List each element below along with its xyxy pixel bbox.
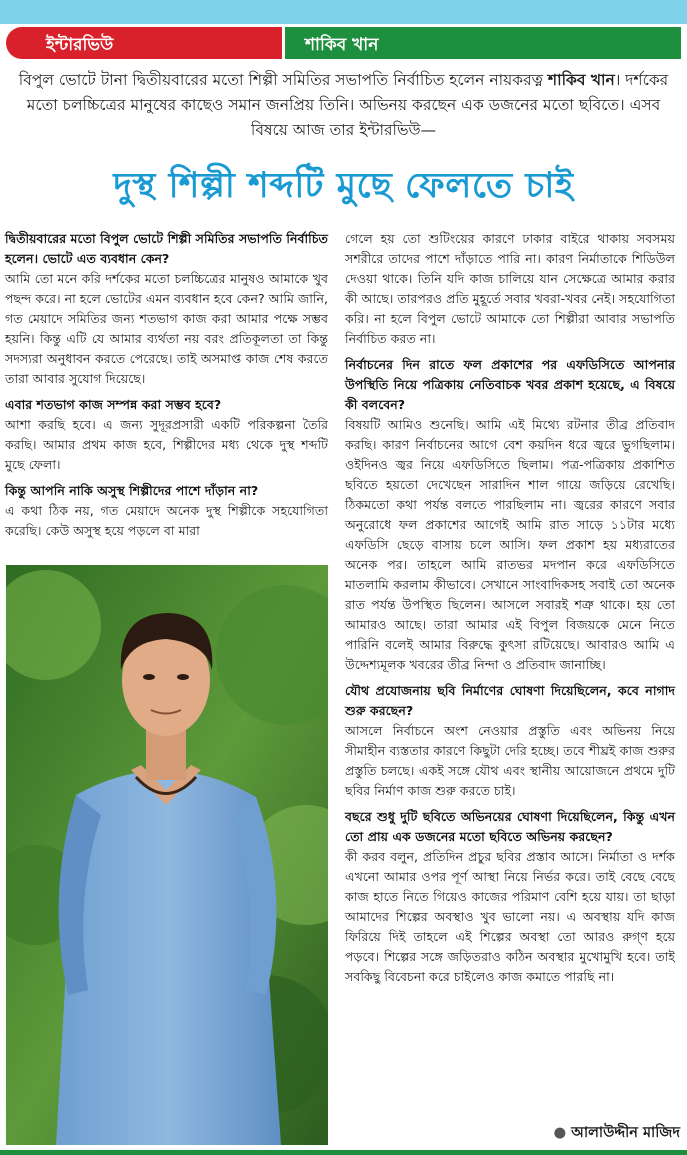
portrait-illustration xyxy=(6,565,328,1145)
column-left xyxy=(5,229,328,541)
person-label: শাকিব খান xyxy=(305,35,379,55)
top-color-strip xyxy=(0,0,687,24)
intro-part1: বিপুল ভোটে টানা দ্বিতীয়বারের মতো শিল্পী সমিতির সভাপতি নির্বাচিত হলেন নায়করত্ন xyxy=(18,71,548,89)
headline: দুস্থ শিল্পী শব্দটি মুছে ফেলতে চাই xyxy=(113,165,574,206)
person-label-bar xyxy=(285,27,681,59)
question-1: দ্বিতীয়বারের মতো বিপুল ভোটে শিল্পী সমিতির সভাপতি নির্বাচিত হলেন। ভোটে এত ব্যবধান কেন? xyxy=(5,231,328,266)
section-label: ইন্টারভিউ xyxy=(46,35,114,55)
portrait-photo xyxy=(6,565,328,1145)
question-3: কিন্তু আপনি নাকি অসুস্থ শিল্পীদের পাশে দাঁড়ান না? xyxy=(5,483,259,498)
answer-5: আসলে নির্বাচনে অংশ নেওয়ার প্রস্তুতি এবং অভিনয় নিয়ে সীমাহীন ব্যস্ততার কারণে কিছুটা দেরি হচ্ছে। তবে শীঘ্রই কাজ শুরুর প্রস্তুতি চলছে। একই সঙ্গে যৌথ এবং স্থানীয় আয়োজনে প্রথমে দুটি ছবির নির্মাণ কাজ শুরু করতে চাই। xyxy=(345,723,675,798)
question-6: বছরে শুধু দুটি ছবিতে অভিনয়ের ঘোষণা দিয়েছিলেন, কিন্তু এখন তো প্রায় এক ডজনের মতো ছবিতে অভিনয় করছেন? xyxy=(345,809,675,844)
answer-3: এ কথা ঠিক নয়, গত মেয়াদে অনেক দুস্থ শিল্পীকে সহযোগিতা করেছি। কেউ অসুস্থ হয়ে পড়লে বা মারা xyxy=(5,503,328,538)
answer-3-continued: গেলে হয় তো শুটিংয়ের কারণে ঢাকার বাইরে থাকায় সবসময় সশরীরে তাদের পাশে দাঁড়াতে পারি না। কারণ নির্মাতাকে শিডিউল দেওয়া থাকে। তিনি যদি কাজ চালিয়ে যান সেক্ষেত্রে আমার করার কী আছে। তারপরও প্রতি মুহূর্তে সবার খবরা-খবর নেই। সহযোগিতা করি। না হলে বিপুল ভোটে আমাকে তো শিল্পীরা আবার সভাপতি নির্বাচিত করত না। xyxy=(345,231,675,346)
intro-name: শাকিব খান xyxy=(547,71,615,89)
answer-1: আমি তো মনে করি দর্শকের মতো চলচ্চিত্রের মানুষও আমাকে খুব পছন্দ করে। না হলে ভোটের এমন ব্যবধান হবে কেন? আমি জানি, গত মেয়াদে সমিতির জন্য শতভাগ কাজ করা আমার পক্ষে সম্ভব হয়নি। কিন্তু এটি যে আমার ব্যর্থতা নয় বরং প্রতিকূলতা তা কিন্তু সদস্যরা অনুধাবন করতে পেরেছে। তাই অসমাপ্ত কাজ শেষ করতে তারা আবার সুযোগ দিয়েছে। xyxy=(5,271,328,386)
question-4: নির্বাচনের দিন রাতে ফল প্রকাশের পর এফডিসিতে আপনার উপস্থিতি নিয়ে পত্রিকায় নেতিবাচক খবর প্রকাশ হয়েছে, এ বিষয়ে কী বলবেন? xyxy=(345,357,675,412)
intro-paragraph xyxy=(14,68,673,143)
author-name: আলাউদ্দীন মাজিদ xyxy=(571,1125,680,1141)
column-right xyxy=(345,229,675,987)
answer-4: বিষয়টি আমিও শুনেছি। আমি এই মিথ্যে রটনার তীব্র প্রতিবাদ করছি। কারণ নির্বাচনের আগে বেশ কয়দিন ধরে জ্বরে ভুগছিলাম। ওইদিনও জ্বর নিয়ে এফডিসিতে ছিলাম। পত্র-পত্রিকায় প্রকাশিত ছবিতে হয়তো দেখেছেন সারাদিন শাল গায়ে জড়িয়ে রেখেছি। ঠিকমতো কথা পর্যন্ত বলতে পারছিলাম না। জ্বরের কারণে সবার অনুরোধে ফল প্রকাশের আগেই আমি রাত সাড়ে ১১টার মধ্যে এফডিসি ছেড়ে বাসায় চলে আসি। ফল প্রকাশ হয় মধ্যরাতের অনেক পর। তাহলে আমি রাতভর মদপান করে এফডিসিতে মাতলামি করলাম কীভাবে। সেখানে সাংবাদিকসহ সবাই তো অনেক রাত পর্যন্ত উপস্থিত ছিলেন। আসলে সবারই শত্রু থাকে। হয় তো আমারও আছে। তারা আমার এই বিপুল বিজয়কে মেনে নিতে পারিনি বলেই আমার বিরুদ্ধে কুৎসা রটিয়েছে। আবারও আমি এ উদ্দেশ্যমূলক খবরের তীব্র নিন্দা ও প্রতিবাদ জানাচ্ছি। xyxy=(345,417,675,672)
intro-part2: । দর্শকের মতো চলচ্চিত্রের মানুষের কাছেও সমান জনপ্রিয় তিনি। অভিনয় করছেন এক ডজনের মতো ছবিতে। এসব বিষয়ে আজ তার ইন্টারভিউ— xyxy=(26,71,669,139)
section-label-bar xyxy=(6,27,282,59)
author-byline xyxy=(520,1122,680,1146)
bullet-icon: ● xyxy=(553,1125,567,1141)
answer-2: আশা করছি হবে। এ জন্য সুদূরপ্রসারী একটি পরিকল্পনা তৈরি করছি। আমার প্রথম কাজ হবে, শিল্পীদের মধ্য থেকে দুস্থ শব্দটি মুছে ফেলা। xyxy=(5,417,328,472)
question-5: যৌথ প্রযোজনায় ছবি নির্মাণের ঘোষণা দিয়েছিলেন, কবে নাগাদ শুরু করছেন? xyxy=(345,683,675,718)
bottom-rule xyxy=(0,1150,687,1155)
answer-6: কী করব বলুন, প্রতিদিন প্রচুর ছবির প্রস্তাব আসে। নির্মাতা ও দর্শক এখনো আমার ওপর পূর্ণ আস্থা নিয়ে নির্ভর করে। তাই বেছে বেছে কাজ হাতে নিতে গিয়েও কাজের পরিমাণ বেশি হয়ে যায়। তা ছাড়া আমাদের শিল্পের অবস্থাও খুব ভালো নয়। এ অবস্থায় যদি কাজ ফিরিয়ে দিই তাহলে এই শিল্পের অবস্থা তো আরও রুগ্ণ হয়ে পড়বে। শিল্পের সঙ্গে জড়িতরাও কঠিন অবস্থার মুখোমুখি হবে। তাই সবকিছু বিবেচনা করে চাইলেও কাজ কমাতে পারছি না। xyxy=(345,849,675,984)
question-2: এবার শতভাগ কাজ সম্পন্ন করা সম্ভব হবে? xyxy=(5,397,222,412)
